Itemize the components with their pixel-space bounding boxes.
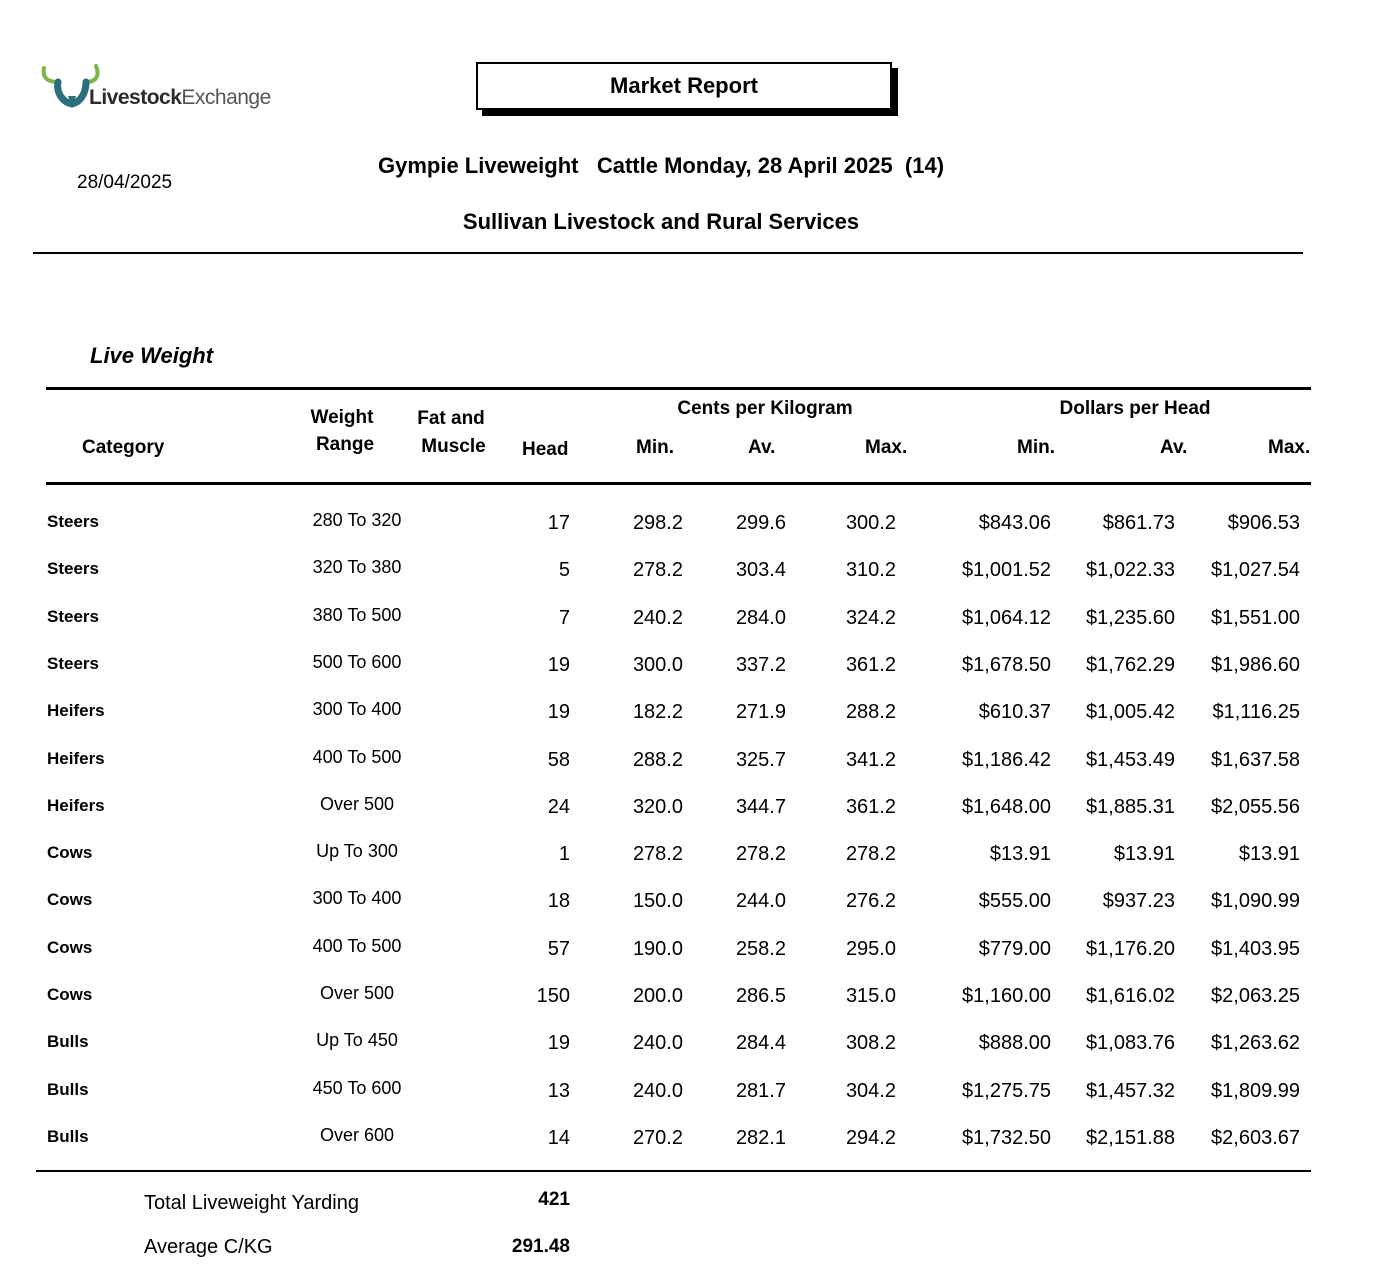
cell-head: 150 [536, 985, 570, 1007]
cell-weight-range: 400 To 500 [312, 746, 402, 767]
cell-cpk-av: 325.7 [735, 748, 786, 771]
cell-category: Steers [47, 606, 99, 626]
cell-cpk-min: 300.0 [632, 653, 683, 676]
report-title-box [476, 62, 892, 110]
cell-cpk-max: 294.2 [845, 1126, 896, 1149]
average-ckg-label: Average C/KG [144, 1236, 273, 1258]
cell-weight-range: 300 To 400 [312, 888, 402, 909]
cell-head: 13 [547, 1079, 570, 1102]
cell-dph-av: $1,885.31 [1086, 795, 1175, 818]
cell-cpk-max: 295.0 [845, 937, 896, 960]
cell-weight-range: 400 To 500 [312, 935, 402, 956]
col-fat-muscle-1: Fat and [417, 408, 485, 429]
cell-cpk-max: 310.2 [845, 559, 896, 582]
total-yarding-label: Total Liveweight Yarding [144, 1192, 359, 1214]
cell-cpk-av: 284.4 [735, 1032, 786, 1055]
cell-cpk-av: 337.2 [735, 653, 786, 676]
cell-head: 24 [547, 795, 570, 818]
col-cpk-max: Max. [865, 437, 908, 458]
cell-dph-min: $843.06 [978, 512, 1051, 534]
cell-cpk-min: 240.2 [632, 606, 683, 629]
cell-dph-max: $2,603.67 [1211, 1126, 1300, 1149]
sale-title: Gympie Liveweight Cattle Monday, 28 April 2025 (14) [378, 153, 945, 178]
cell-dph-av: $1,176.20 [1086, 937, 1175, 960]
average-ckg-value: 291.48 [511, 1236, 570, 1257]
cell-dph-max: $1,986.60 [1211, 653, 1300, 676]
cell-dph-max: $13.91 [1238, 843, 1300, 866]
cell-category: Bulls [47, 1079, 89, 1099]
cell-dph-min: $1,160.00 [962, 985, 1051, 1007]
cell-weight-range: Up To 450 [316, 1030, 398, 1051]
cell-category: Heifers [47, 701, 105, 721]
cell-dph-av: $937.23 [1102, 890, 1175, 913]
col-dph-av: Av. [1160, 437, 1188, 458]
cell-head: 5 [558, 559, 570, 582]
cell-dph-av: $1,005.42 [1086, 701, 1175, 724]
cell-cpk-av: 258.2 [735, 937, 786, 960]
cell-category: Cows [47, 937, 93, 957]
cell-dph-av: $1,022.33 [1086, 559, 1175, 582]
cell-weight-range: Over 500 [319, 983, 395, 1003]
cell-cpk-min: 182.2 [632, 701, 683, 724]
cell-dph-av: $1,457.32 [1086, 1079, 1175, 1102]
report-date: 28/04/2025 [77, 172, 173, 193]
cell-cpk-min: 190.0 [632, 937, 683, 960]
col-fat-muscle-2: Muscle [421, 436, 486, 457]
cell-dph-av: $1,235.60 [1086, 606, 1175, 629]
col-weight-range-1: Weight [310, 407, 374, 428]
cell-dph-min: $610.37 [978, 701, 1051, 724]
cell-cpk-max: 308.2 [845, 1032, 896, 1055]
cell-weight-range: 380 To 500 [312, 604, 402, 625]
cell-head: 17 [547, 512, 570, 534]
cell-head: 19 [547, 701, 570, 724]
col-group-cents-per-kg: Cents per Kilogram [677, 398, 853, 419]
cell-dph-min: $1,064.12 [962, 606, 1051, 629]
cell-head: 19 [547, 653, 570, 676]
cell-cpk-max: 341.2 [845, 748, 896, 771]
cell-cpk-av: 299.6 [735, 512, 786, 534]
cell-dph-max: $1,263.62 [1211, 1032, 1300, 1055]
cell-cpk-av: 286.5 [735, 985, 786, 1007]
cell-category: Steers [47, 512, 99, 531]
cell-dph-av: $861.73 [1102, 512, 1175, 534]
cell-category: Cows [47, 843, 93, 863]
cell-weight-range: Over 600 [319, 1124, 395, 1145]
cell-head: 7 [558, 606, 570, 629]
cell-dph-min: $888.00 [978, 1032, 1051, 1055]
cell-cpk-av: 278.2 [735, 843, 786, 866]
cell-dph-min: $1,732.50 [962, 1126, 1051, 1149]
cell-dph-min: $1,678.50 [962, 653, 1051, 676]
cell-dph-av: $13.91 [1113, 843, 1175, 866]
cell-weight-range: 320 To 380 [312, 557, 402, 578]
cell-category: Cows [47, 985, 93, 1004]
cell-dph-min: $1,648.00 [962, 795, 1051, 818]
cell-cpk-min: 298.2 [632, 512, 683, 534]
col-dph-min: Min. [1017, 437, 1055, 458]
cell-weight-range: Up To 300 [316, 841, 398, 862]
cell-head: 1 [558, 843, 570, 866]
cell-dph-av: $1,762.29 [1086, 653, 1175, 676]
cell-category: Heifers [47, 795, 105, 815]
cell-cpk-max: 304.2 [845, 1079, 896, 1102]
cell-head: 19 [547, 1032, 570, 1055]
cell-cpk-av: 271.9 [735, 701, 786, 724]
cell-dph-max: $1,809.99 [1211, 1079, 1300, 1102]
cell-dph-min: $1,186.42 [962, 748, 1051, 771]
cell-cpk-max: 315.0 [845, 985, 896, 1007]
cell-cpk-min: 200.0 [632, 985, 683, 1007]
table-bottom-rule [36, 1170, 1311, 1172]
cell-cpk-min: 150.0 [632, 890, 683, 913]
cell-dph-max: $1,027.54 [1211, 559, 1300, 582]
cell-cpk-max: 288.2 [845, 701, 896, 724]
total-yarding-value: 421 [538, 1189, 570, 1210]
cell-head: 57 [547, 937, 570, 960]
cell-dph-max: $1,116.25 [1212, 701, 1300, 724]
cell-head: 58 [547, 748, 570, 771]
cell-cpk-min: 320.0 [632, 795, 683, 818]
cell-cpk-max: 324.2 [845, 606, 896, 629]
cell-cpk-max: 276.2 [845, 890, 896, 913]
cell-dph-min: $1,001.52 [962, 559, 1051, 582]
cell-cpk-max: 361.2 [845, 653, 896, 676]
col-category: Category [82, 437, 165, 458]
cell-head: 18 [547, 890, 570, 913]
logo-wordmark: LivestockExchange [89, 86, 271, 109]
cell-category: Heifers [47, 748, 105, 768]
section-title: Live Weight [90, 343, 214, 368]
cell-cpk-max: 300.2 [845, 512, 896, 534]
cell-weight-range: 500 To 600 [312, 651, 402, 672]
header-divider [33, 252, 1303, 254]
cell-dph-av: $2,151.88 [1086, 1126, 1175, 1149]
col-cpk-av: Av. [748, 437, 776, 458]
col-dph-max: Max. [1268, 437, 1311, 458]
cell-dph-max: $2,055.56 [1211, 795, 1300, 818]
cell-head: 14 [547, 1126, 570, 1149]
cell-dph-min: $13.91 [989, 843, 1051, 866]
cell-dph-max: $906.53 [1227, 512, 1300, 534]
cell-dph-min: $779.00 [978, 937, 1051, 960]
cell-cpk-max: 278.2 [845, 843, 896, 866]
cell-cpk-av: 282.1 [735, 1126, 786, 1149]
cell-cpk-min: 240.0 [632, 1032, 683, 1055]
report-title: Market Report [610, 73, 758, 98]
cell-weight-range: Over 500 [319, 793, 395, 814]
cell-category: Cows [47, 890, 93, 910]
cell-cpk-max: 361.2 [845, 795, 896, 818]
cell-dph-av: $1,083.76 [1086, 1032, 1175, 1055]
cell-cpk-min: 278.2 [632, 843, 683, 866]
cell-cpk-av: 344.7 [735, 795, 786, 818]
cell-dph-max: $2,063.25 [1211, 985, 1300, 1007]
col-head: Head [522, 439, 569, 460]
cell-cpk-min: 288.2 [632, 748, 683, 771]
cell-dph-max: $1,090.99 [1211, 890, 1300, 913]
cell-cpk-min: 270.2 [632, 1126, 683, 1149]
cell-cpk-av: 303.4 [735, 559, 786, 582]
cell-weight-range: 450 To 600 [312, 1077, 402, 1098]
cell-cpk-av: 244.0 [735, 890, 786, 913]
col-weight-range-2: Range [315, 434, 375, 455]
cell-category: Bulls [47, 1032, 89, 1052]
cell-cpk-min: 278.2 [632, 559, 683, 582]
cell-weight-range: 280 To 320 [312, 510, 402, 530]
cell-cpk-av: 281.7 [735, 1079, 786, 1102]
cell-weight-range: 300 To 400 [312, 699, 402, 720]
cell-dph-min: $1,275.75 [962, 1079, 1051, 1102]
cell-dph-av: $1,616.02 [1086, 985, 1175, 1007]
agent-name: Sullivan Livestock and Rural Services [462, 209, 860, 234]
cell-category: Bulls [47, 1126, 89, 1146]
cell-category: Steers [47, 559, 99, 579]
col-group-dollars-per-head: Dollars per Head [1059, 398, 1211, 419]
table-header-rule [46, 482, 1311, 485]
cell-category: Steers [47, 653, 99, 673]
cell-dph-min: $555.00 [978, 890, 1051, 913]
cell-cpk-min: 240.0 [632, 1079, 683, 1102]
cell-cpk-av: 284.0 [735, 606, 786, 629]
cell-dph-max: $1,637.58 [1211, 748, 1300, 771]
cell-dph-max: $1,551.00 [1211, 606, 1300, 629]
table-top-rule [46, 387, 1311, 390]
cell-dph-max: $1,403.95 [1211, 937, 1300, 960]
col-cpk-min: Min. [636, 437, 674, 458]
cell-dph-av: $1,453.49 [1086, 748, 1175, 771]
